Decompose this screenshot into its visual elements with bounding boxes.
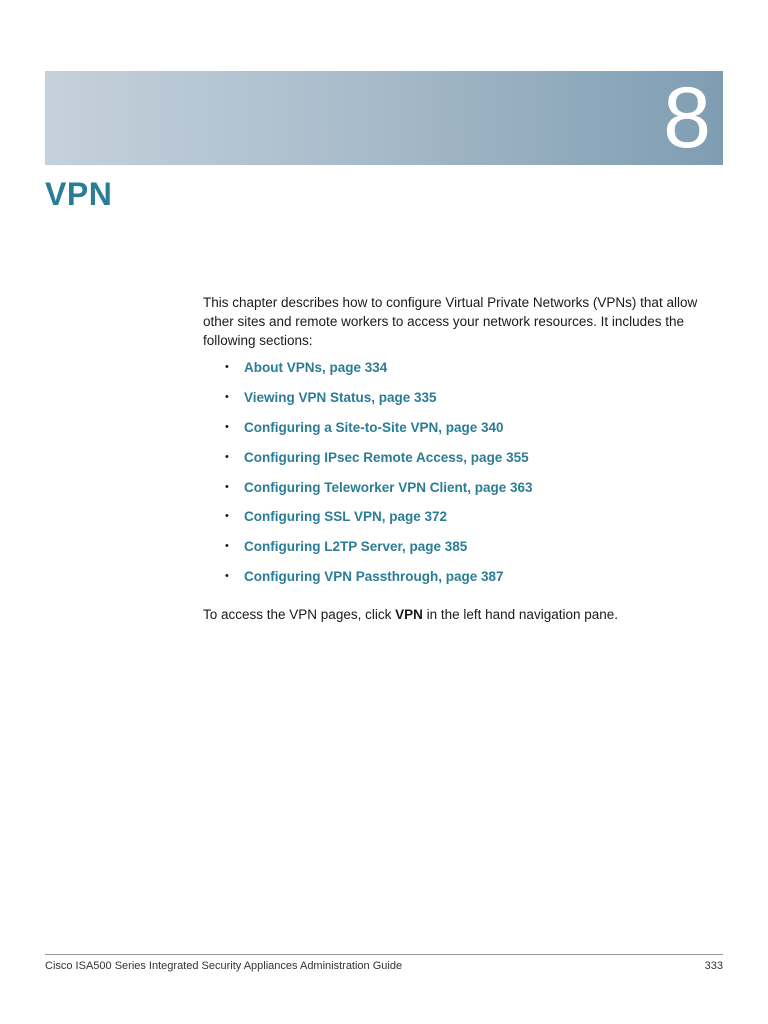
section-link-teleworker-vpn-client[interactable]: Configuring Teleworker VPN Client, page 363: [244, 479, 533, 495]
section-link-vpn-passthrough[interactable]: Configuring VPN Passthrough, page 387: [244, 569, 504, 585]
section-link-about-vpns[interactable]: About VPNs, page 334: [244, 360, 388, 375]
section-list: [203, 358, 703, 597]
chapter-content: [203, 293, 703, 624]
access-note: [203, 605, 703, 624]
bullet-icon: •: [225, 540, 229, 553]
list-item: [203, 418, 703, 448]
footer-divider: [45, 954, 723, 955]
bullet-icon: •: [225, 570, 229, 583]
section-link-site-to-site-vpn[interactable]: Configuring a Site-to-Site VPN, page 340: [244, 419, 504, 435]
list-item: [203, 567, 703, 597]
footer-page-number: 333: [704, 960, 723, 972]
access-note-emphasis: VPN: [395, 607, 423, 623]
chapter-number: 8: [663, 70, 711, 166]
chapter-title: VPN: [45, 176, 113, 212]
list-item: [203, 478, 703, 508]
list-item: [203, 448, 703, 478]
list-item: [203, 537, 703, 567]
bullet-icon: •: [225, 480, 229, 493]
section-link-viewing-vpn-status[interactable]: Viewing VPN Status, page 335: [244, 389, 437, 405]
section-link-l2tp-server[interactable]: Configuring L2TP Server, page 385: [244, 539, 468, 555]
section-link-ssl-vpn[interactable]: Configuring SSL VPN, page 372: [244, 509, 448, 525]
bullet-icon: •: [225, 420, 229, 433]
bullet-icon: •: [225, 450, 229, 463]
list-item: [203, 358, 703, 388]
footer-title: Cisco ISA500 Series Integrated Security Appliances Administration Guide: [45, 960, 403, 972]
list-item: [203, 388, 703, 418]
list-item: [203, 507, 703, 537]
bullet-icon: •: [225, 510, 229, 523]
intro-paragraph: This chapter describes how to configure Virtual Private Networks (VPNs) that allow other sites and remote workers to access your network resources. It includes the following sections:: [203, 295, 698, 348]
access-note-prefix: To access the VPN pages, click: [203, 607, 396, 623]
access-note-suffix: in the left hand navigation pane.: [422, 607, 619, 623]
bullet-icon: •: [225, 390, 229, 403]
chapter-banner: [45, 71, 723, 165]
bullet-icon: •: [225, 361, 229, 373]
section-link-ipsec-remote-access[interactable]: Configuring IPsec Remote Access, page 355: [244, 449, 529, 465]
